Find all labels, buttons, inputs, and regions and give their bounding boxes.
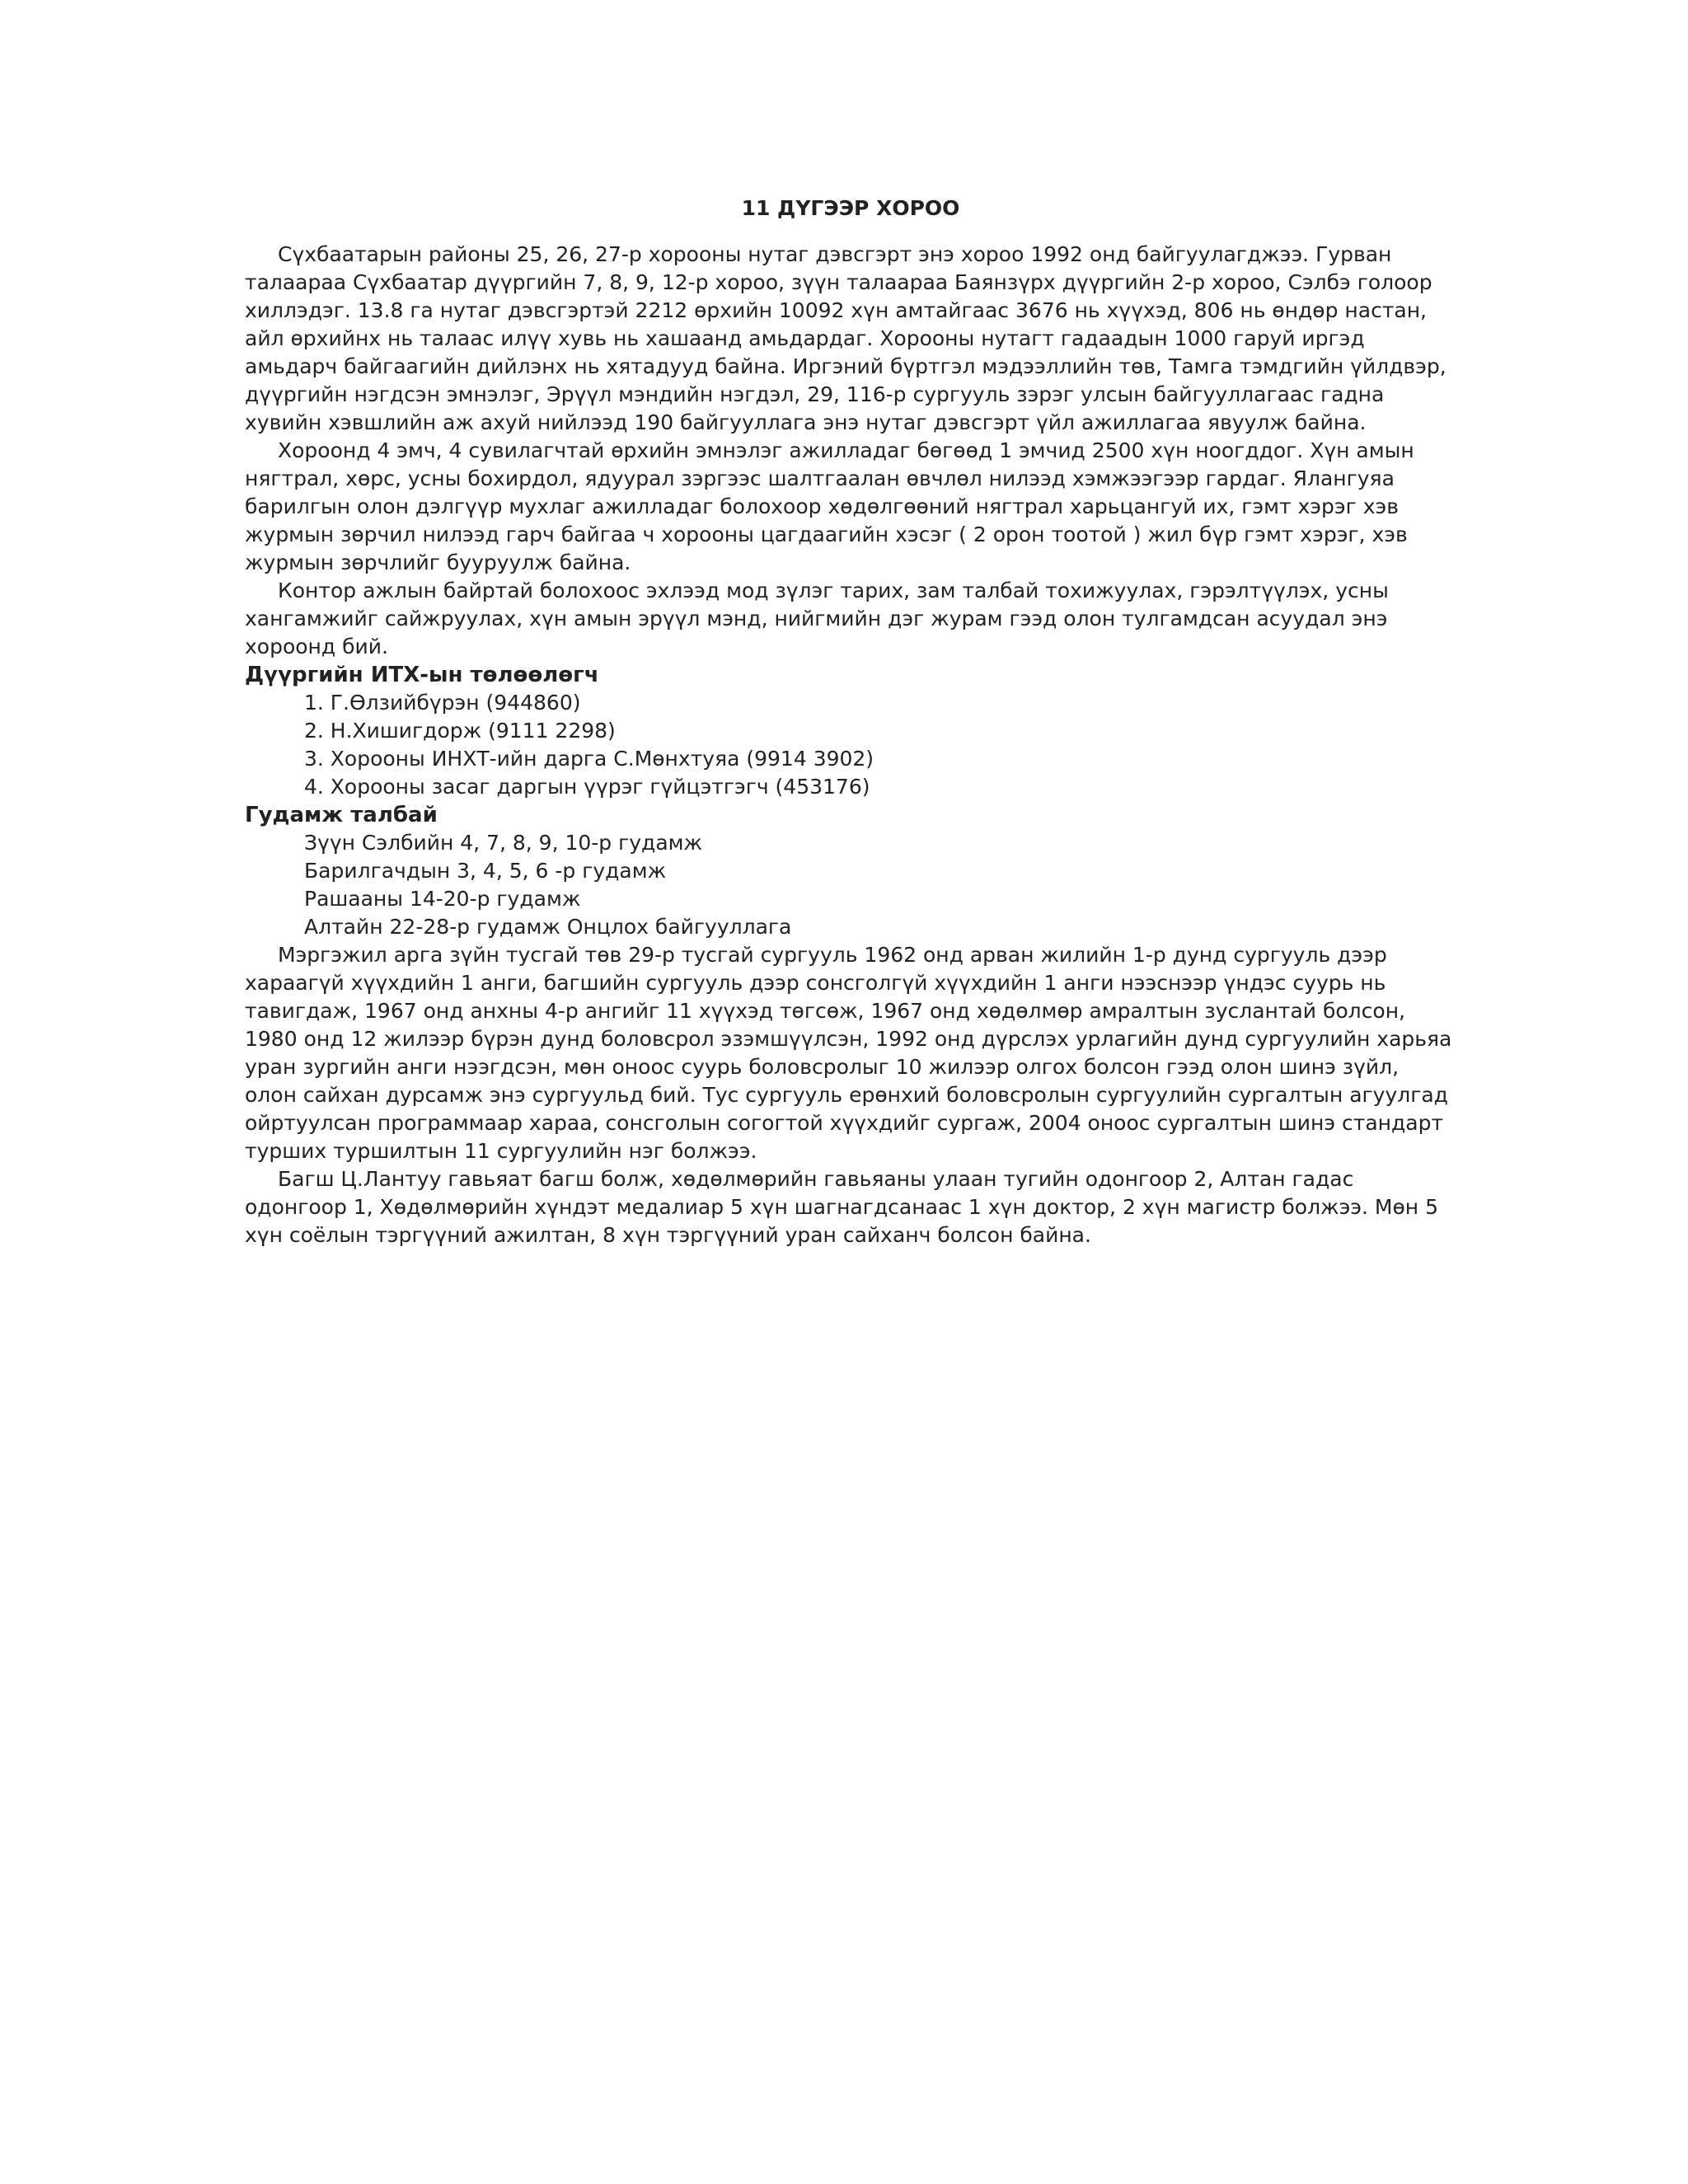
representatives-list (245, 689, 1456, 801)
paragraph-history: Сүхбаатарын районы 25, 26, 27-р хорооны нутаг дэвсгэрт энэ хороо 1992 онд байгуулагджээ. Гурван талаараа Сүхбаатар дүүргийн 7, 8, 9, 12-р хороо, зүүн талаараа Баянзүрх дүүргийн 2-р хороо, Сэлбэ голоор хиллэдэг. 13.8 га нутаг дэвсгэртэй 2212 өрхийн 10092 хүн амтайгаас 3676 нь хүүхэд, 806 нь өндөр настан, айл өрхийнх нь талаас илүү хувь нь хашаанд амьдардаг. Хорооны нутагт гадаадын 1000 гаруй иргэд амьдарч байгаагийн дийлэнх нь хятадууд байна. Иргэний бүртгэл мэдээллийн төв, Тамга тэмдгийн үйлдвэр, дүүргийн нэгдсэн эмнэлэг, Эрүүл мэндийн нэгдэл, 29, 116-р сургууль зэрэг улсын байгууллагаас гадна хувийн хэвшлийн аж ахуй нийлээд 190 байгууллага энэ нутаг дэвсгэрт үйл ажиллагаа явуулж байна. (245, 242, 1447, 434)
streets-list (245, 829, 1456, 941)
paragraph-awards: Багш Ц.Лантуу гавьяат багш болж, хөдөлмөрийн гавьяаны улаан тугийн одонгоор 2, Алтан гадас одонгоор 1, Хөдөлмөрийн хүндэт медалиар 5 хүн шагнагдсанаас 1 хүн доктор, 2 хүн магистр болжээ. Мөн 5 хүн соёлын тэргүүний ажилтан, 8 хүн тэргүүний уран сайханч болсон байна. (245, 1167, 1438, 1247)
list-item: 3. Хорооны ИНХТ-ийн дарга С.Мөнхтуяа (9914 3902) (304, 747, 874, 771)
list-item: Барилгачдын 3, 4, 5, 6 -р гудамж (304, 859, 667, 883)
document-title: 11 ДҮГЭЭР ХОРОО (741, 196, 960, 220)
paragraph-issues: Контор ажлын байртай болохоос эхлээд мод зүлэг тарих, зам талбай тохижуулах, гэрэлтүүлэх, усны хангамжийг сайжруулах, хүн амын эрүүл мэнд, нийгмийн дэг журам гээд олон тулгамдсан асуудал энэ хороонд бий. (245, 579, 1389, 658)
paragraph-school: Мэргэжил арга зүйн тусгай төв 29-р тусгай сургууль 1962 онд арван жилийн 1-р дунд сургууль дээр хараагүй хүүхдийн 1 анги, багшийн сургууль дээр сонсголгүй хүүхдийн 1 анги нээснээр үндэс суурь нь тавигдаж, 1967 онд анхны 4-р ангийг 11 хүүхэд төгсөж, 1967 онд хөдөлмөр амралтын зуслантай болсон, 1980 онд 12 жилээр бүрэн дунд боловсрол эзэмшүүлсэн, 1992 онд дүрслэх урлагийн дунд сургуулийн харьяа уран зургийн анги нээгдсэн, мөн оноос суурь боловсролыг 10 жилээр олгох болсон гээд олон шинэ зүйл, олон сайхан дурсамж энэ сургуульд бий. Тус сургууль ерөнхий боловсролын сургуулийн сургалтын агуулгад ойртуулсан программаар хараа, сонсголын согогтой хүүхдийг сургаж, 2004 оноос сургалтын шинэ стандарт турших туршилтын 11 сургуулийн нэг болжээ. (245, 943, 1452, 1163)
list-item: Алтайн 22-28-р гудамж Онцлох байгууллага (304, 915, 792, 939)
list-item: 4. Хорооны засаг даргын үүрэг гүйцэтгэгч (453176) (304, 775, 870, 799)
streets-heading: Гудамж талбай (245, 803, 438, 827)
list-item: 1. Г.Өлзийбүрэн (944860) (304, 691, 581, 715)
list-item: 2. Н.Хишигдорж (9111 2298) (304, 719, 616, 743)
paragraph-health: Хороонд 4 эмч, 4 сувилагчтай өрхийн эмнэлэг ажилладаг бөгөөд 1 эмчид 2500 хүн ноогддог. Хүн амын нягтрал, хөрс, усны бохирдол, ядуурал зэргээс шалтгаалан өвчлөл нилээд хэмжээгээр гардаг. Ялангуяа барилгын олон дэлгүүр мухлаг ажилладаг болохоор хөдөлгөөний нягтрал харьцангуй их, гэмт хэрэг хэв журмын зөрчил нилээд гарч байгаа ч хорооны цагдаагийн хэсэг ( 2 орон тоотой ) жил бүр гэмт хэрэг, хэв журмын зөрчлийг бууруулж байна. (245, 438, 1414, 574)
list-item: Зүүн Сэлбийн 4, 7, 8, 9, 10-р гудамж (304, 831, 703, 855)
document-page (245, 194, 1456, 1249)
list-item: Рашааны 14-20-р гудамж (304, 887, 581, 911)
representatives-heading: Дүүргийн ИТХ-ын төлөөлөгч (245, 663, 599, 687)
